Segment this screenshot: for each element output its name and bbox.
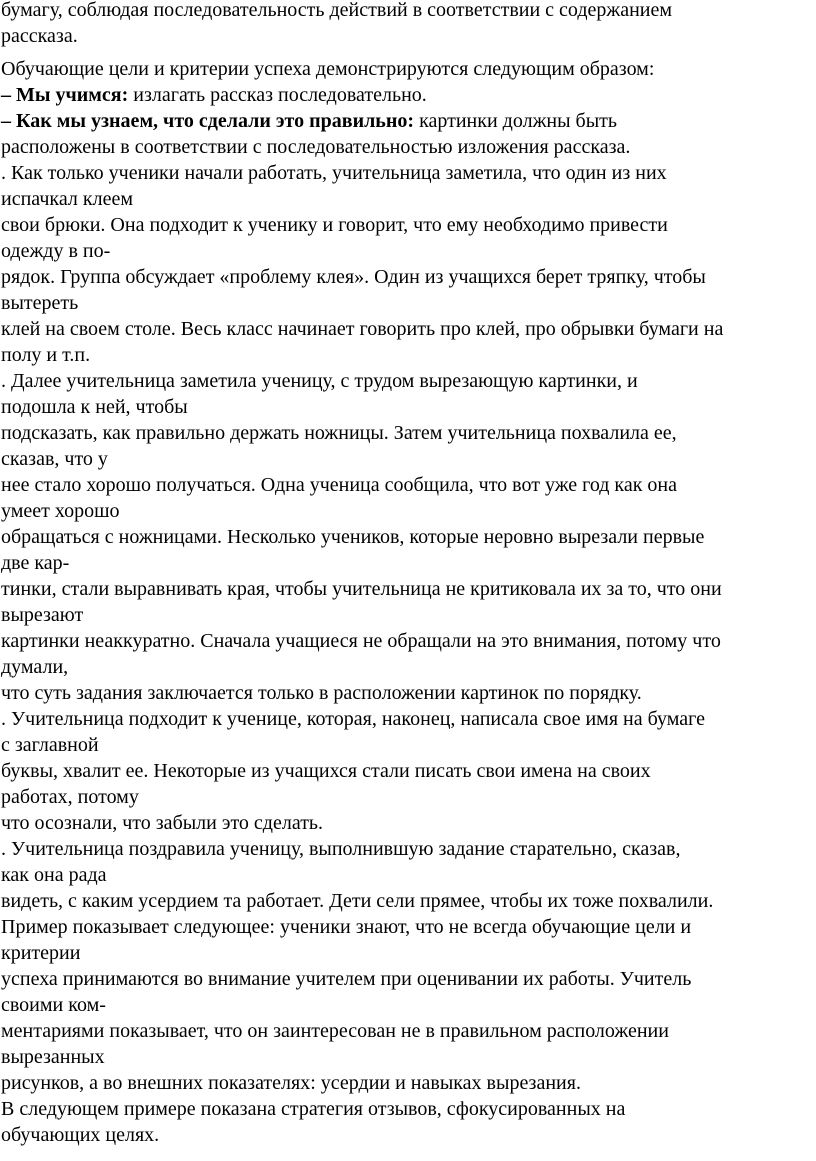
success-criteria-text: картинки должны быть: [414, 110, 617, 132]
text-line: думали,: [1, 656, 69, 678]
text-line: картинки неаккуратно. Сначала учащиеся не обращали на это внимания, потому что: [1, 630, 721, 652]
text-line: вытереть: [1, 292, 79, 314]
text-line: работах, потому: [1, 786, 139, 808]
text-line: ментариями показывает, что он заинтересован не в правильном расположении: [1, 1020, 669, 1042]
text-line: что суть задания заключается только в расположении картинок по порядку.: [1, 682, 642, 704]
text-line: расположены в соответствии с последовательностью изложения рассказа.: [1, 136, 631, 158]
text-line: подсказать, как правильно держать ножницы. Затем учительница похвалила ее,: [1, 422, 677, 444]
text-line: одежду в по-: [1, 240, 111, 262]
text-line: с заглавной: [1, 734, 99, 756]
text-line: умеет хорошо: [1, 500, 120, 522]
text-line: испачкал клеем: [1, 188, 133, 210]
text-line: полу и т.п.: [1, 344, 91, 366]
learning-goal-label: – Мы учимся:: [1, 84, 129, 106]
text-line: В следующем примере показана стратегия отзывов, сфокусированных на: [1, 1098, 626, 1120]
text-line: . Учительница подходит к ученице, которая, наконец, написала свое имя на бумаге: [1, 708, 705, 730]
learning-goal-text: излагать рассказ последовательно.: [128, 84, 427, 106]
text-line: как она рада: [1, 864, 107, 886]
text-line: вырезанных: [1, 1046, 105, 1068]
text-line: . Учительница поздравила ученицу, выполнившую задание старательно, сказав,: [1, 838, 681, 860]
text-line: что осознали, что забыли это сделать.: [1, 812, 324, 834]
text-line: клей на своем столе. Весь класс начинает говорить про клей, про обрывки бумаги на: [1, 318, 724, 340]
text-line: сказав, что у: [1, 448, 108, 470]
text-line: . Далее учительница заметила ученицу, с трудом вырезающую картинки, и: [1, 370, 638, 392]
text-line: нее стало хорошо получаться. Одна ученица сообщила, что вот уже год как она: [1, 474, 678, 496]
text-line: рядок. Группа обсуждает «проблему клея». Один из учащихся берет тряпку, чтобы: [1, 266, 706, 288]
text-line: обучающих целях.: [1, 1124, 160, 1146]
text-line: критерии: [1, 942, 81, 964]
text-line: рассказа.: [1, 25, 78, 47]
text-line: видеть, с каким усердием та работает. Дети сели прямее, чтобы их тоже похвалили.: [1, 890, 714, 912]
text-line: успеха принимаются во внимание учителем при оценивании их работы. Учитель: [1, 968, 692, 990]
learning-goal-line: [1, 82, 427, 108]
text-line: . Как только ученики начали работать, учительница заметила, что один из них: [1, 162, 667, 184]
text-line: тинки, стали выравнивать края, чтобы учительница не критиковала их за то, что они: [1, 578, 722, 600]
text-line: буквы, хвалит ее. Некоторые из учащихся стали писать свои имена на своих: [1, 760, 651, 782]
text-line: Обучающие цели и критерии успеха демонстрируются следующим образом:: [1, 58, 655, 80]
text-line: вырезают: [1, 604, 84, 626]
success-criteria-line: [1, 108, 617, 134]
text-line: рисунков, а во внешних показателях: усердии и навыках вырезания.: [1, 1072, 581, 1094]
text-line: подошла к ней, чтобы: [1, 396, 188, 418]
success-criteria-label: – Как мы узнаем, что сделали это правильно:: [1, 110, 415, 132]
text-line: бумагу, соблюдая последовательность действий в соответствии с содержанием: [1, 0, 673, 21]
text-line: две кар-: [1, 552, 70, 574]
text-line: своими ком-: [1, 994, 106, 1016]
text-line: Пример показывает следующее: ученики знают, что не всегда обучающие цели и: [1, 916, 692, 938]
text-line: свои брюки. Она подходит к ученику и говорит, что ему необходимо привести: [1, 214, 668, 236]
text-line: обращаться с ножницами. Несколько учеников, которые неровно вырезали первые: [1, 526, 705, 548]
